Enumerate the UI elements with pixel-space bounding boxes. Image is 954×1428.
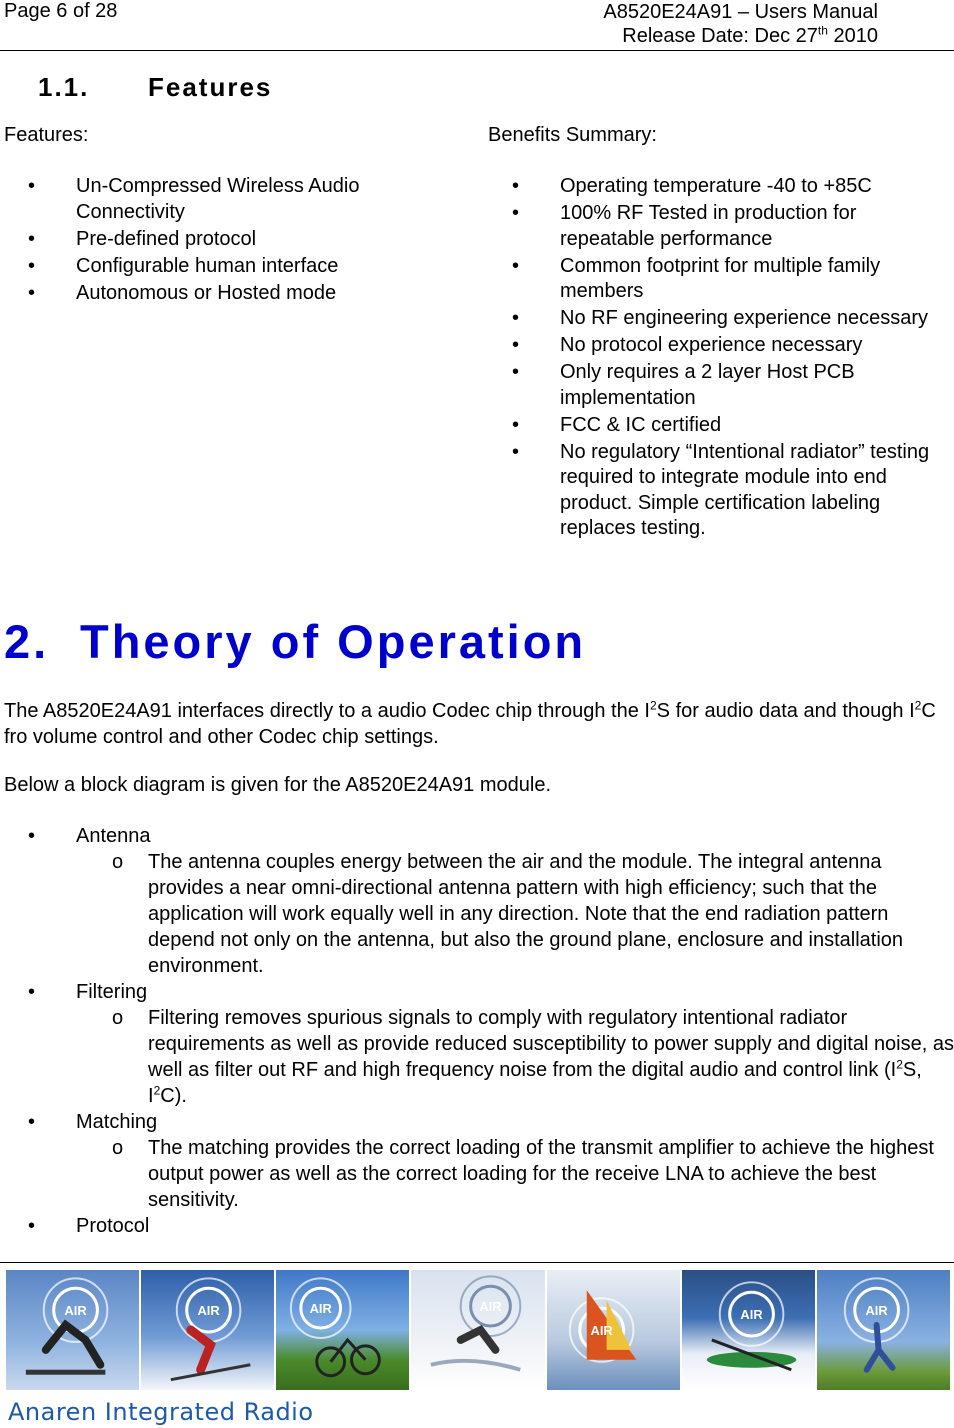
- list-item: • Common footprint for multiple family members: [512, 254, 932, 305]
- banner-tile-kayaker: [682, 1270, 817, 1390]
- banner-tile-cyclist: [276, 1270, 411, 1390]
- banner-tile-snowboarder: [411, 1270, 546, 1390]
- banner-tile-skier: [141, 1270, 276, 1390]
- block-diagram-intro: Below a block diagram is given for the A8520E24A91 module.: [4, 774, 552, 796]
- footer-divider: [0, 1262, 954, 1263]
- list-item: • Only requires a 2 layer Host PCB implementation: [512, 360, 932, 411]
- list-item: • Configurable human interface: [28, 254, 428, 280]
- list-item-antenna: • Antenna o The antenna couples energy between the air and the module. The integral antenna provides a near omni-directional antenna pattern with high efficiency; such that the application will work equally well in any direction. Note that the end radiation pattern depend not only on the antenna, but also the ground plane, enclosure and installation environment.: [4, 823, 954, 979]
- list-item: • No RF engineering experience necessary: [512, 306, 932, 332]
- banner-tile-jumper: [817, 1270, 950, 1390]
- document-header: [603, 0, 878, 48]
- air-badge-text: AIR: [64, 1303, 87, 1319]
- theory-intro-paragraph: The A8520E24A91 interfaces directly to a audio Codec chip through the $I^2S$ for audio data and though $I^2C$ fro volume control and other Codec chip settings.: [4, 698, 936, 748]
- page-number: Page 6 of 28: [4, 0, 118, 22]
- list-item-desc: o Filtering removes spurious signals to comply with regulatory intentional radiator requirements as well as provide reduced susceptibility to power supply and digital noise, as well as filter out RF and high frequency noise from the digital audio and control link ($I^2S$, $I^2C$).: [76, 1005, 954, 1109]
- list-item: • Operating temperature -40 to +85C: [512, 174, 932, 200]
- list-item-matching: • Matching o The matching provides the correct loading of the transmit amplifier to achieve the highest output power as well as the correct loading for the receive LNA to achieve the best sensitivity.: [4, 1109, 954, 1213]
- list-item: • Un-Compressed Wireless Audio Connectivity: [28, 174, 428, 225]
- list-item: • No protocol experience necessary: [512, 333, 932, 359]
- release-date: Release Date: Dec 27th 2010: [622, 23, 878, 47]
- banner-tile-windsurfer: [547, 1270, 682, 1390]
- section-heading-features: 1.1. Features: [38, 72, 273, 102]
- footer-banner: [6, 1270, 950, 1390]
- air-badge-text: AIR: [197, 1303, 220, 1319]
- component-list: [4, 823, 954, 1239]
- section-heading-theory: 2. Theory of Operation: [4, 615, 587, 668]
- list-item: • 100% RF Tested in production for repeatable performance: [512, 201, 932, 252]
- air-badge-text: AIR: [590, 1322, 613, 1338]
- air-badge-text: AIR: [479, 1299, 503, 1315]
- list-item-protocol: • Protocol: [4, 1213, 954, 1239]
- features-label: Features:: [4, 124, 89, 146]
- brand-logo: Anaren Integrated Radio: [8, 1398, 314, 1426]
- list-item: • Pre-defined protocol: [28, 227, 428, 253]
- features-list: [28, 174, 428, 308]
- air-badge-text: AIR: [865, 1303, 888, 1319]
- list-item: • Autonomous or Hosted mode: [28, 281, 428, 307]
- list-item-desc: o The antenna couples energy between the air and the module. The integral antenna provides a near omni-directional antenna pattern with high efficiency; such that the application will work equally well in any direction. Note that the end radiation pattern depend not only on the antenna, but also the ground plane, enclosure and installation environment.: [76, 849, 954, 979]
- document-title: A8520E24A91 – Users Manual: [603, 1, 878, 23]
- header-divider: [0, 50, 954, 51]
- list-item: • FCC & IC certified: [512, 413, 932, 439]
- air-badge-text: AIR: [740, 1307, 763, 1323]
- benefits-label: Benefits Summary:: [488, 124, 657, 146]
- list-item: • No regulatory “Intentional radiator” testing required to integrate module into end product. Simple certification labeling replaces testing.: [512, 440, 932, 542]
- list-item-filtering: • Filtering o Filtering removes spurious signals to comply with regulatory intentional radiator requirements as well as provide reduced susceptibility to power supply and digital noise, as well as filter out RF and high frequency noise from the digital audio and control link ($I^2S$, $I^2C$).: [4, 979, 954, 1109]
- banner-tile-skateboarder: [6, 1270, 141, 1390]
- benefits-list: [512, 174, 932, 543]
- list-item-desc: o The matching provides the correct loading of the transmit amplifier to achieve the highest output power as well as the correct loading for the receive LNA to achieve the best sensitivity.: [76, 1135, 954, 1213]
- air-badge-text: AIR: [309, 1301, 333, 1317]
